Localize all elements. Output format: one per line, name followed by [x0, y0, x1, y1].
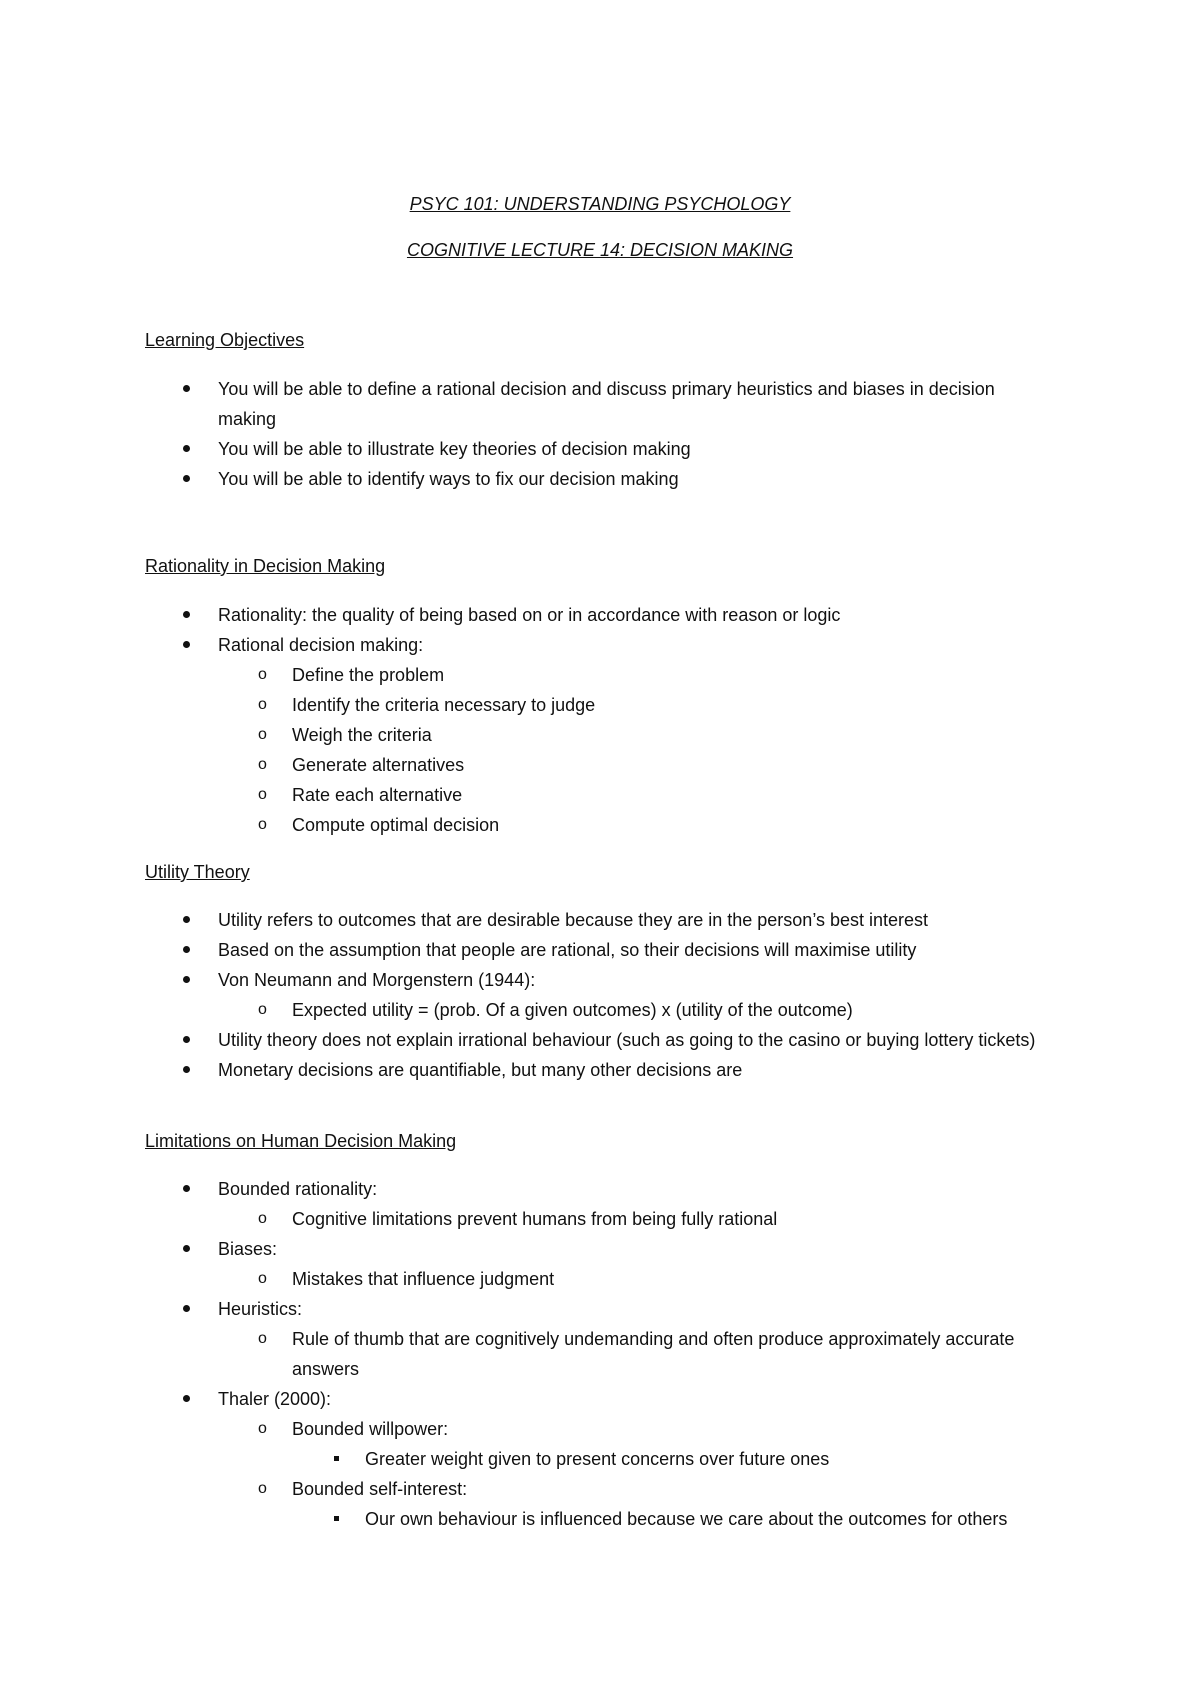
list-item: o Compute optimal decision [218, 810, 1050, 840]
bullet-icon [183, 1036, 190, 1043]
list-item: o Rule of thumb that are cognitively undemanding and often produce approximately accurate answers [218, 1324, 1050, 1384]
list-item: Thaler (2000): o Bounded willpower: Greater weight given to present concerns over future ones o Bounded self-interest: Our own behaviour is influenced because we care about the outcomes for others [0, 1384, 1200, 1534]
list-item: You will be able to define a rational decision and discuss primary heuristics and biases in decision making [0, 374, 1200, 434]
bounded-sublist [218, 1204, 1050, 1234]
bullet-icon [183, 445, 190, 452]
bullet-icon [183, 475, 190, 482]
bullet-icon [183, 1305, 190, 1312]
limitations-list [0, 1174, 1200, 1534]
list-item: Monetary decisions are quantifiable, but many other decisions are [0, 1055, 1200, 1085]
circle-bullet-icon: o [258, 1420, 267, 1437]
list-item: Biases: o Mistakes that influence judgment [0, 1234, 1200, 1294]
rationality-list [0, 600, 1200, 840]
circle-bullet-icon: o [258, 1480, 267, 1497]
list-item: o Bounded self-interest: Our own behaviour is influenced because we care about the outcomes for others [218, 1474, 1050, 1534]
list-item: o Expected utility = (prob. Of a given outcomes) x (utility of the outcome) [218, 995, 1050, 1025]
list-item: o Bounded willpower: Greater weight given to present concerns over future ones [218, 1414, 1050, 1474]
heading-limitations: Limitations on Human Decision Making [145, 1131, 457, 1151]
list-item: Our own behaviour is influenced because we care about the outcomes for others [292, 1504, 1050, 1534]
list-item: o Rate each alternative [218, 780, 1050, 810]
bullet-icon [183, 946, 190, 953]
bullet-icon [183, 385, 190, 392]
bullet-icon [183, 1395, 190, 1402]
circle-bullet-icon: o [258, 726, 267, 743]
selfinterest-sublist [292, 1504, 1050, 1534]
list-item: o Define the problem [218, 660, 1050, 690]
list-item: Von Neumann and Morgenstern (1944): o Expected utility = (prob. Of a given outcomes) x (utility of the outcome) [0, 965, 1200, 1025]
square-bullet-icon [334, 1456, 339, 1461]
bullet-icon [183, 1066, 190, 1073]
bullet-icon [183, 611, 190, 618]
bullet-icon [183, 1185, 190, 1192]
utility-list [0, 905, 1200, 1085]
list-item: Rational decision making: o Define the problem o Identify the criteria necessary to judge o Weigh the criteria o Generate alternatives o Rate each alternative o Compute optimal decision [0, 630, 1200, 840]
bullet-icon [183, 641, 190, 648]
circle-bullet-icon: o [258, 1210, 267, 1227]
bullet-icon [183, 976, 190, 983]
circle-bullet-icon: o [258, 786, 267, 803]
list-item: o Cognitive limitations prevent humans from being fully rational [218, 1204, 1050, 1234]
circle-bullet-icon: o [258, 816, 267, 833]
biases-sublist [218, 1264, 1050, 1294]
objectives-list [0, 374, 1200, 494]
list-item: You will be able to identify ways to fix our decision making [0, 464, 1200, 494]
list-item: Rationality: the quality of being based on or in accordance with reason or logic [0, 600, 1200, 630]
circle-bullet-icon: o [258, 1330, 267, 1347]
list-item: Bounded rationality: o Cognitive limitations prevent humans from being fully rational [0, 1174, 1200, 1234]
willpower-sublist [292, 1444, 1050, 1474]
list-item: o Weigh the criteria [218, 720, 1050, 750]
heading-utility-theory: Utility Theory [145, 862, 250, 882]
heading-learning-objectives: Learning Objectives [145, 330, 305, 350]
list-item: Heuristics: o Rule of thumb that are cognitively undemanding and often produce approximately accurate answers [0, 1294, 1200, 1384]
rational-steps-list [218, 660, 1050, 840]
thaler-sublist [218, 1414, 1050, 1534]
circle-bullet-icon: o [258, 696, 267, 713]
bullet-icon [183, 1245, 190, 1252]
document-title: PSYC 101: UNDERSTANDING PSYCHOLOGY [409, 194, 791, 214]
list-item: Based on the assumption that people are rational, so their decisions will maximise utility [0, 935, 1200, 965]
list-item: Greater weight given to present concerns over future ones [292, 1444, 1050, 1474]
circle-bullet-icon: o [258, 666, 267, 683]
utility-sublist [218, 995, 1050, 1025]
heuristics-sublist [218, 1324, 1050, 1384]
circle-bullet-icon: o [258, 1001, 267, 1018]
list-item: You will be able to illustrate key theories of decision making [0, 434, 1200, 464]
bullet-icon [183, 916, 190, 923]
list-item: o Mistakes that influence judgment [218, 1264, 1050, 1294]
heading-rationality: Rationality in Decision Making [145, 556, 386, 576]
circle-bullet-icon: o [258, 756, 267, 773]
list-item: o Identify the criteria necessary to judge [218, 690, 1050, 720]
list-item: Utility refers to outcomes that are desirable because they are in the person’s best interest [0, 905, 1200, 935]
document-subtitle: COGNITIVE LECTURE 14: DECISION MAKING [406, 240, 794, 260]
square-bullet-icon [334, 1516, 339, 1521]
list-item: o Generate alternatives [218, 750, 1050, 780]
list-item: Utility theory does not explain irrational behaviour (such as going to the casino or buying lottery tickets) [0, 1025, 1200, 1055]
circle-bullet-icon: o [258, 1270, 267, 1287]
